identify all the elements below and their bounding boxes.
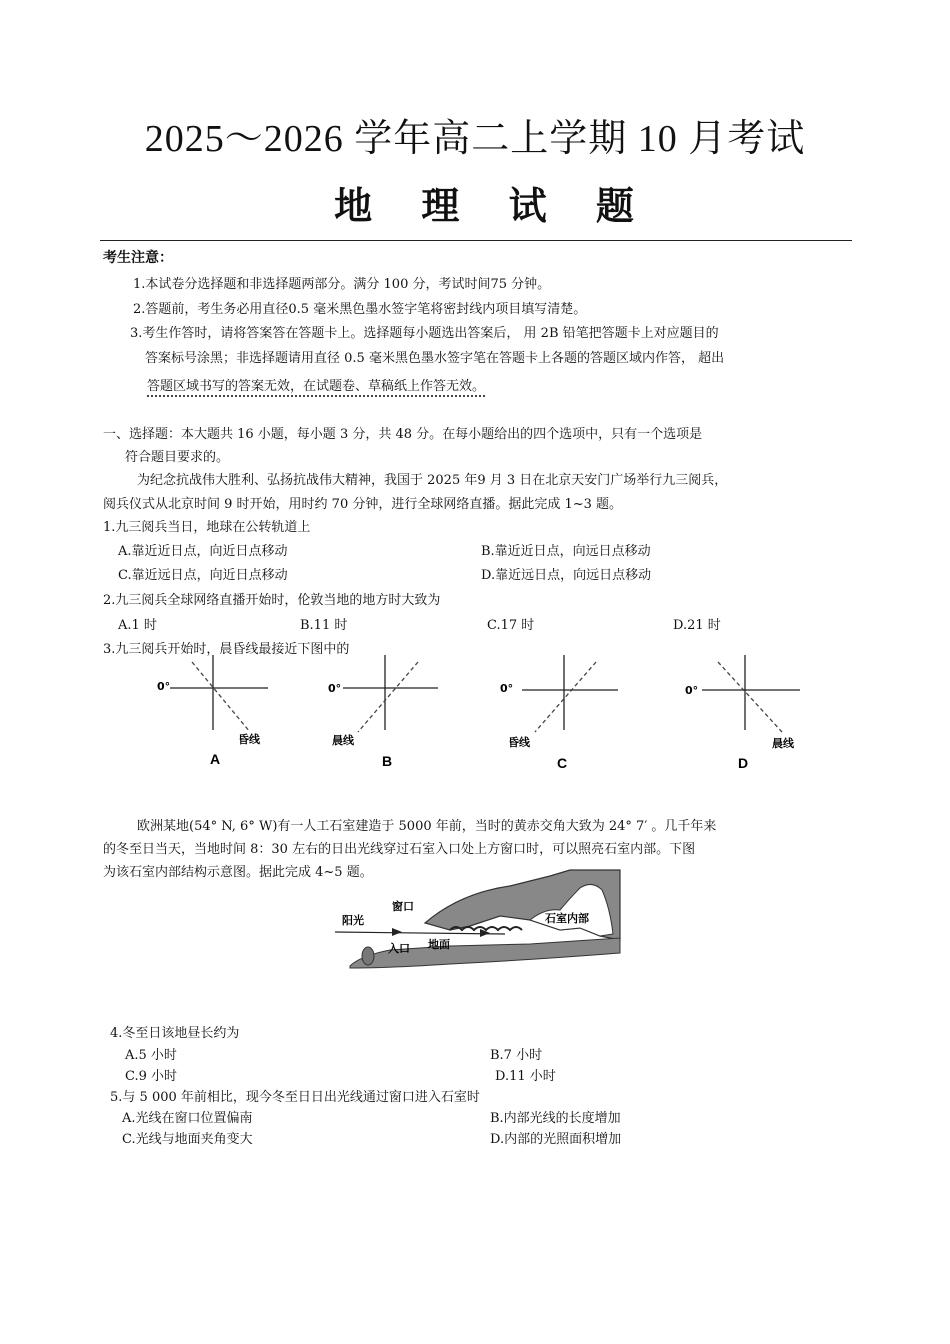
entrance-stone <box>362 947 374 965</box>
notice-item-3: 3.考生作答时，请将答案答在答题卡上。选择题每小题选出答案后， 用 2B 铅笔把答题卡上对应题目的 <box>130 326 719 341</box>
q1-option-c: C.靠近远日点，向近日点移动 <box>118 568 288 583</box>
terminator-diagrams <box>140 650 820 775</box>
sunlight-ray <box>335 932 505 934</box>
diagram-a-meridian: 0° <box>157 680 171 693</box>
ray-arrow-1 <box>392 928 402 936</box>
diagram-b-meridian: 0° <box>328 682 342 695</box>
q1-stem: 1.九三阅兵当日，地球在公转轨道上 <box>103 520 311 535</box>
diagram-b-letter: B <box>382 753 393 769</box>
q3-stem: 3.九三阅兵开始时，晨昏线最接近下图中的 <box>103 642 350 657</box>
stone-chamber-figure <box>330 868 622 973</box>
q2-option-d: D.21 时 <box>673 618 721 633</box>
header-divider <box>100 240 852 241</box>
diagram-c <box>500 655 618 771</box>
emphasis-text: 答题区域书写的答案无效，在试题卷、草稿纸上作答无效。 <box>147 379 485 397</box>
section-heading-line1: 一、选择题：本大题共 16 小题，每小题 3 分，共 48 分。在每小题给出的四个选项中，只有一个选项是 <box>103 427 703 442</box>
diagram-d-meridian: 0° <box>685 684 699 697</box>
q1-option-a: A.靠近近日点，向近日点移动 <box>118 544 288 559</box>
q4-option-b: B.7 小时 <box>490 1048 543 1063</box>
diagram-d-line-label: 晨线 <box>772 737 794 750</box>
q5-option-d: D.内部的光照面积增加 <box>490 1132 622 1147</box>
diagram-a-line-label: 昏线 <box>238 733 260 746</box>
notice-item-1: 1.本试卷分选择题和非选择题两部分。满分 100 分，考试时间75 分钟。 <box>133 277 551 292</box>
diagram-b <box>328 655 438 769</box>
notice-heading: 考生注意： <box>103 250 173 266</box>
diagram-c-meridian: 0° <box>500 682 514 695</box>
q1-option-b: B.靠近近日点，向远日点移动 <box>481 544 651 559</box>
q2-option-b: B.11 时 <box>300 618 348 633</box>
label-window: 窗口 <box>392 900 414 913</box>
passage2-line3: 为该石室内部结构示意图。据此完成 4~5 题。 <box>103 865 373 880</box>
q4-option-d: D.11 小时 <box>495 1069 556 1084</box>
label-ground: 地面 <box>428 938 450 951</box>
passage2-line2: 的冬至日当天，当地时间 8：30 左右的日出光线穿过石室入口处上方窗口时，可以照亮石室内部。下图 <box>103 842 696 857</box>
diagram-a-letter: A <box>210 751 221 767</box>
diagram-d-letter: D <box>738 755 749 771</box>
q2-option-c: C.17 时 <box>487 618 535 633</box>
q5-stem: 5.与 5 000 年前相比，现今冬至日日出光线通过窗口进入石室时 <box>110 1090 480 1105</box>
passage2-line1: 欧洲某地(54° N, 6° W)有一人工石室建造于 5000 年前，当时的黄赤交角大致为 24° 7′ 。几千年来 <box>137 819 717 834</box>
notice-item-2: 2.答题前，考生务必用直径0.5 毫米黑色墨水签字笔将密封线内项目填写清楚。 <box>133 302 587 317</box>
notice-item-3-cont: 答案标号涂黑；非选择题请用直径 0.5 毫米黑色墨水签字笔在答题卡上各题的答题区域内作答， 超出 <box>145 351 725 366</box>
label-interior: 石室内部 <box>545 912 589 925</box>
diagram-d <box>685 655 800 771</box>
diagram-c-line-label: 昏线 <box>508 736 530 749</box>
q4-stem: 4.冬至日该地昼长约为 <box>110 1026 240 1041</box>
q2-stem: 2.九三阅兵全球网络直播开始时，伦敦当地的地方时大致为 <box>103 593 441 608</box>
subject-title: 地 理 试 题 <box>334 184 652 228</box>
passage1-line2: 阅兵仪式从北京时间 9 时开始，用时约 70 分钟，进行全球网络直播。据此完成 1~3 题。 <box>103 497 623 512</box>
q5-option-a: A.光线在窗口位置偏南 <box>122 1111 253 1126</box>
q4-option-a: A.5 小时 <box>125 1048 177 1063</box>
exam-title: 2025～2026 学年高二上学期 10 月考试 <box>144 118 806 160</box>
q5-option-b: B.内部光线的长度增加 <box>490 1111 621 1126</box>
q5-option-c: C.光线与地面夹角变大 <box>122 1132 253 1147</box>
notice-item-4 <box>147 375 485 394</box>
q2-option-a: A.1 时 <box>118 618 157 633</box>
passage1-line1: 为纪念抗战伟大胜利、弘扬抗战伟大精神，我国于 2025 年9 月 3 日在北京天安门广场举行九三阅兵， <box>137 473 728 488</box>
section-heading-line2: 符合题目要求的。 <box>125 450 230 465</box>
diagram-a <box>157 655 268 767</box>
label-sunlight: 阳光 <box>342 914 364 927</box>
q1-option-d: D.靠近远日点，向远日点移动 <box>481 568 652 583</box>
q4-option-c: C.9 小时 <box>125 1069 178 1084</box>
diagram-c-letter: C <box>557 755 568 771</box>
diagram-b-line-label: 晨线 <box>332 734 354 747</box>
label-entrance: 入口 <box>388 942 410 955</box>
